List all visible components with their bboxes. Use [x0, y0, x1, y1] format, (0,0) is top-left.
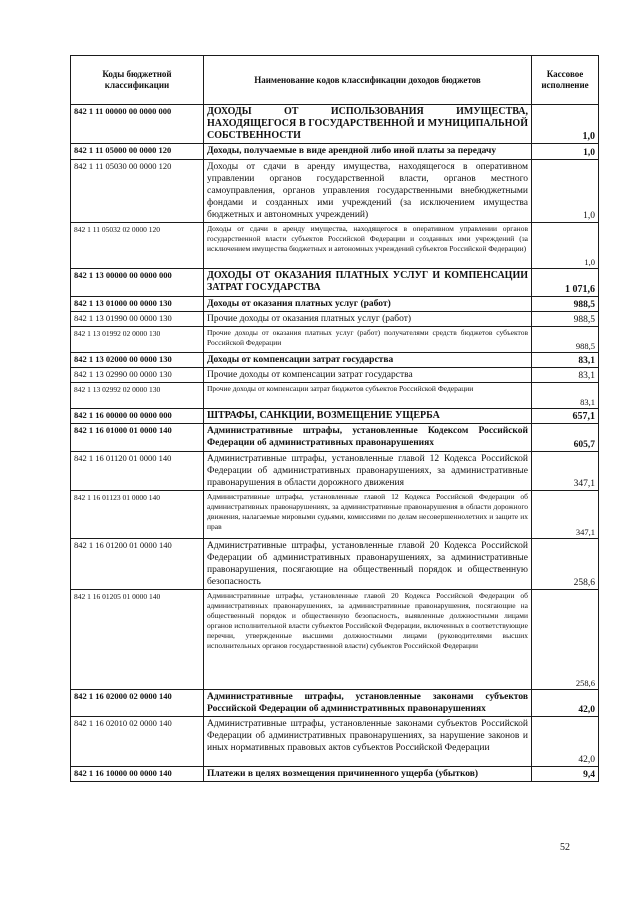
- table-row: [71, 383, 599, 409]
- header-amount: Кассовое исполнение: [532, 56, 599, 105]
- row-amount: 9,4: [532, 767, 599, 782]
- table-row: [71, 105, 599, 144]
- row-amount: 1,0: [532, 223, 599, 269]
- row-code: 842 1 13 01992 02 0000 130: [71, 327, 204, 353]
- row-name: Прочие доходы от компенсации затрат бюджетов субъектов Российской Федерации: [204, 383, 532, 409]
- table-row: [71, 452, 599, 491]
- row-code: 842 1 11 05000 00 0000 120: [71, 144, 204, 160]
- row-amount: 1,0: [532, 144, 599, 160]
- row-amount: 83,1: [532, 368, 599, 383]
- row-name: Доходы от оказания платных услуг (работ): [204, 297, 532, 312]
- table-row: [71, 223, 599, 269]
- row-code: 842 1 16 01205 01 0000 140: [71, 590, 204, 690]
- row-amount: 347,1: [532, 452, 599, 491]
- table-row: [71, 717, 599, 767]
- row-name: Доходы от сдачи в аренду имущества, находящегося в оперативном управлении органов государственной власти, органов местного самоуправления, органов управления государственными внебюджетными фондами и созданных ими учреждений (за исключением имущества бюджетных и автономных учреждений): [204, 160, 532, 223]
- row-name: Доходы от сдачи в аренду имущества, находящегося в оперативном управлении органов государственной власти субъектов Российской Федерации и созданных ими учреждений (за исключением имущества бюджетных и автономных учреждений субъектов Российской Федерации): [204, 223, 532, 269]
- table-row: [71, 297, 599, 312]
- row-amount: 988,5: [532, 327, 599, 353]
- row-name: Платежи в целях возмещения причиненного ущерба (убытков): [204, 767, 532, 782]
- row-code: 842 1 13 02992 02 0000 130: [71, 383, 204, 409]
- table-row: [71, 690, 599, 717]
- table-row: [71, 409, 599, 424]
- row-code: 842 1 16 01200 01 0000 140: [71, 539, 204, 590]
- row-name: Административные штрафы, установленные законами субъектов Российской Федерации об административных правонарушениях: [204, 690, 532, 717]
- table-row: [71, 327, 599, 353]
- table-row: [71, 767, 599, 782]
- table-row: [71, 539, 599, 590]
- row-name: Доходы от компенсации затрат государства: [204, 353, 532, 368]
- row-code: 842 1 13 02990 00 0000 130: [71, 368, 204, 383]
- row-amount: 42,0: [532, 717, 599, 767]
- table-row: [71, 424, 599, 452]
- row-code: 842 1 13 01000 00 0000 130: [71, 297, 204, 312]
- row-amount: 83,1: [532, 353, 599, 368]
- row-amount: 83,1: [532, 383, 599, 409]
- row-amount: 258,6: [532, 590, 599, 690]
- row-code: 842 1 13 00000 00 0000 000: [71, 269, 204, 297]
- table-row: [71, 353, 599, 368]
- row-name: Прочие доходы от оказания платных услуг (работ): [204, 312, 532, 327]
- row-code: 842 1 16 02010 02 0000 140: [71, 717, 204, 767]
- row-amount: 605,7: [532, 424, 599, 452]
- row-name: Прочие доходы от компенсации затрат государства: [204, 368, 532, 383]
- row-amount: 347,1: [532, 491, 599, 539]
- table-row: [71, 144, 599, 160]
- row-code: 842 1 11 05030 00 0000 120: [71, 160, 204, 223]
- page-number: 52: [560, 842, 570, 853]
- row-amount: 657,1: [532, 409, 599, 424]
- table-header-row: [71, 56, 599, 105]
- table-row: [71, 368, 599, 383]
- row-code: 842 1 16 02000 02 0000 140: [71, 690, 204, 717]
- row-code: 842 1 13 02000 00 0000 130: [71, 353, 204, 368]
- row-amount: 1,0: [532, 160, 599, 223]
- row-code: 842 1 11 05032 02 0000 120: [71, 223, 204, 269]
- table-row: [71, 590, 599, 690]
- row-amount: 988,5: [532, 297, 599, 312]
- header-name: Наименование кодов классификации доходов бюджетов: [204, 56, 532, 105]
- table-row: [71, 312, 599, 327]
- row-amount: 988,5: [532, 312, 599, 327]
- row-name: Административные штрафы, установленные главой 20 Кодекса Российской Федерации об административных правонарушениях, за административные правонарушения, посягающие на общественный порядок и общественную безопасность: [204, 539, 532, 590]
- table-row: [71, 491, 599, 539]
- row-amount: 1 071,6: [532, 269, 599, 297]
- row-name: ДОХОДЫ ОТ ИСПОЛЬЗОВАНИЯ ИМУЩЕСТВА, НАХОДЯЩЕГОСЯ В ГОСУДАРСТВЕННОЙ И МУНИЦИПАЛЬНОЙ СОБСТВЕННОСТИ: [204, 105, 532, 144]
- table-row: [71, 269, 599, 297]
- row-name: Прочие доходы от оказания платных услуг (работ) получателями средств бюджетов субъектов Российской Федерации: [204, 327, 532, 353]
- row-name: ШТРАФЫ, САНКЦИИ, ВОЗМЕЩЕНИЕ УЩЕРБА: [204, 409, 532, 424]
- row-name: Доходы, получаемые в виде арендной либо иной платы за передачу: [204, 144, 532, 160]
- row-name: Административные штрафы, установленные главой 12 Кодекса Российской Федерации об административных правонарушениях, за административные правонарушения в области дорожного движения, налагаемые мировыми судьями, комиссиями по делам несовершеннолетних и защите их прав: [204, 491, 532, 539]
- row-code: 842 1 13 01990 00 0000 130: [71, 312, 204, 327]
- row-name: Административные штрафы, установленные главой 20 Кодекса Российской Федерации об административных правонарушениях, за административные правонарушения, посягающие на общественный порядок и общественную безопасность, выявленные должностными лицами органов исполнительной власти субъектов Российской Федерации, включенных в соответствующие перечни, утвержденные высшими должностными лицами (руководителями высших исполнительных органов государственной власти) субъектов Российской Федерации: [204, 590, 532, 690]
- row-name: Административные штрафы, установленные законами субъектов Российской Федерации об административных правонарушениях, за нарушение законов и иных нормативных правовых актов субъектов Российской Федерации: [204, 717, 532, 767]
- table-row: [71, 160, 599, 223]
- row-name: ДОХОДЫ ОТ ОКАЗАНИЯ ПЛАТНЫХ УСЛУГ И КОМПЕНСАЦИИ ЗАТРАТ ГОСУДАРСТВА: [204, 269, 532, 297]
- row-code: 842 1 16 01000 01 0000 140: [71, 424, 204, 452]
- row-amount: 1,0: [532, 105, 599, 144]
- row-code: 842 1 16 01120 01 0000 140: [71, 452, 204, 491]
- row-code: 842 1 16 01123 01 0000 140: [71, 491, 204, 539]
- row-name: Административные штрафы, установленные Кодексом Российской Федерации об административных правонарушениях: [204, 424, 532, 452]
- row-amount: 42,0: [532, 690, 599, 717]
- row-code: 842 1 11 00000 00 0000 000: [71, 105, 204, 144]
- header-code: Коды бюджетной классификации: [71, 56, 204, 105]
- revenue-table: [70, 55, 599, 782]
- row-amount: 258,6: [532, 539, 599, 590]
- row-code: 842 1 16 10000 00 0000 140: [71, 767, 204, 782]
- row-name: Административные штрафы, установленные главой 12 Кодекса Российской Федерации об административных правонарушениях, за административные правонарушения в области дорожного движения: [204, 452, 532, 491]
- row-code: 842 1 16 00000 00 0000 000: [71, 409, 204, 424]
- budget-table-sheet: [70, 55, 598, 782]
